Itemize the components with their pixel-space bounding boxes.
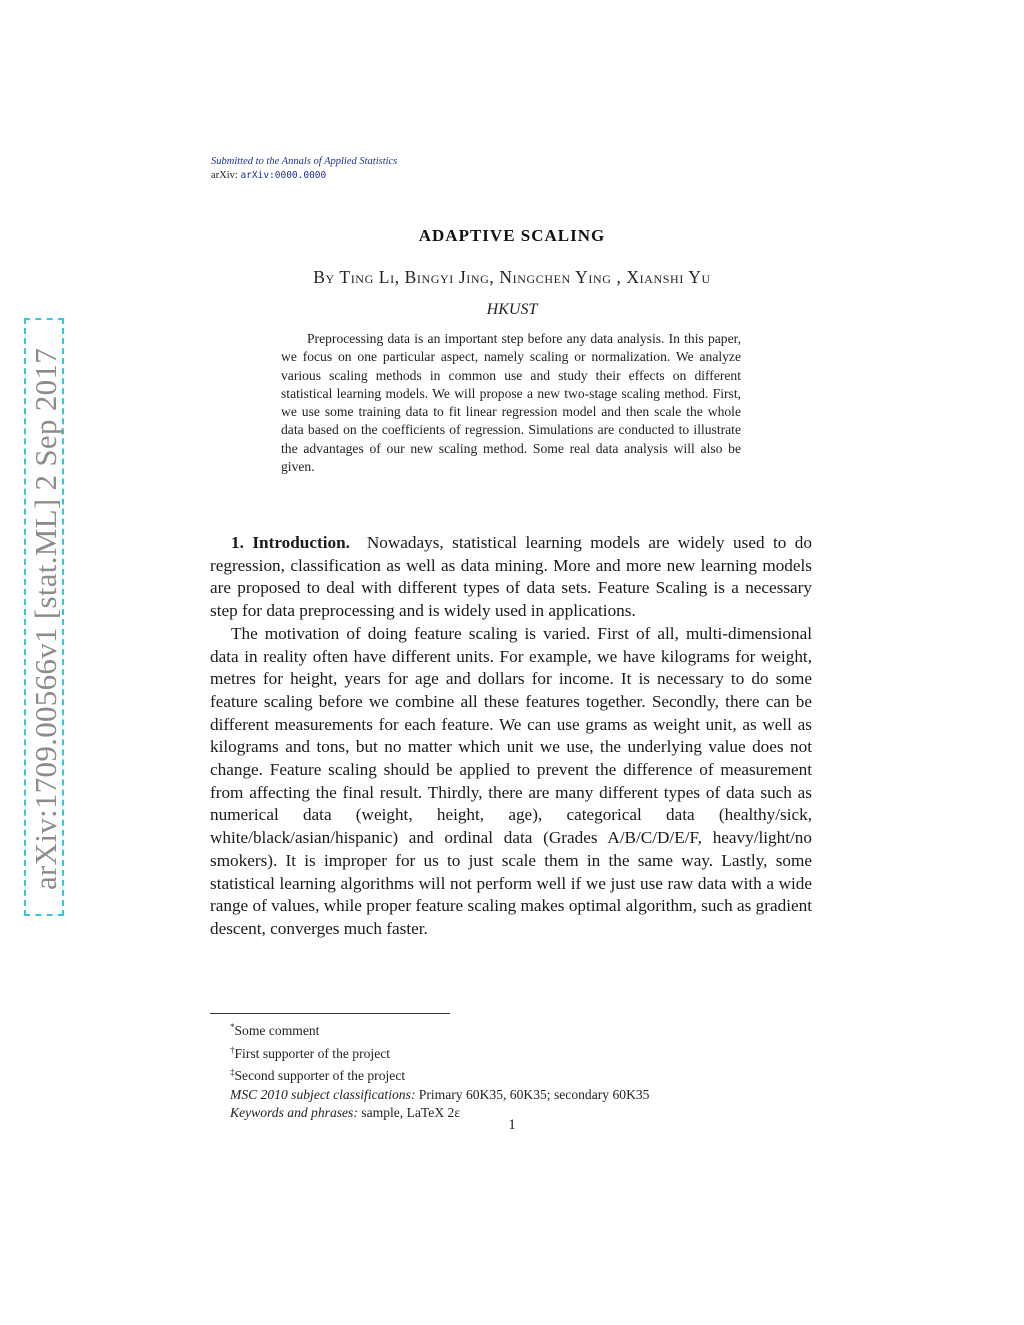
footnotes bbox=[230, 1018, 790, 1123]
section-heading: 1. Introduction. bbox=[231, 533, 350, 552]
footnote-divider bbox=[210, 1013, 450, 1014]
submitted-journal-line: Submitted to the Annals of Applied Statistics bbox=[211, 156, 398, 167]
paper-affiliation: HKUST bbox=[486, 301, 538, 318]
arxiv-side-stamp bbox=[24, 318, 64, 916]
page-number: 1 bbox=[508, 1117, 516, 1133]
arxiv-id-link[interactable]: arXiv:0000.0000 bbox=[240, 170, 327, 181]
introduction-section bbox=[210, 532, 812, 941]
footnote-3: ‡Second supporter of the project bbox=[230, 1067, 406, 1084]
paper-title: ADAPTIVE SCALING bbox=[418, 226, 606, 245]
footnote-1: *Some comment bbox=[230, 1022, 320, 1038]
keywords: Keywords and phrases: sample, LaTeX 2ε bbox=[230, 1105, 461, 1121]
arxiv-id-line bbox=[211, 170, 326, 181]
intro-paragraph-1-text: Nowadays, statistical learning models are widely used to do regression, classification as well as data mining. More and more new learning models are proposed to deal with different types of data sets. Feature Scaling is a necessary step for data preprocessing and is widely used in applications. bbox=[210, 533, 812, 621]
intro-paragraph-1 bbox=[210, 532, 812, 623]
paper-authors: By Ting Li, Bingyi Jing, Ningchen Ying , Xianshi Yu bbox=[313, 267, 711, 287]
intro-paragraph-2: The motivation of doing feature scaling is varied. First of all, multi-dimensional data in reality often have different units. For example, we have kilograms for weight, metres for height, years for age and dollars for income. It is necessary to do some feature scaling before we combine all these features together. Secondly, there can be different measurements for each feature. We can use grams as weight unit, as well as kilograms and tons, but no matter which unit we use, the underlying value does not change. Feature scaling should be applied to prevent the difference of measurement from affecting the final result. Thirdly, there are many different types of data such as numerical data (weight, height, age), categorical data (healthy/sick, white/black/asian/hispanic) and ordinal data (Grades A/B/C/D/E/F, heavy/light/no smokers). It is improper for us to just scale them in the same way. Lastly, some statistical learning algorithms will not perform well if we just use raw data with a wide range of values, while proper feature scaling makes optimal algorithm, such as gradient descent, converges much faster. bbox=[210, 623, 812, 938]
arxiv-label: arXiv: bbox=[211, 170, 238, 181]
msc-classification: MSC 2010 subject classifications: Primary 60K35, 60K35; secondary 60K35 bbox=[230, 1086, 650, 1102]
paper-abstract: Preprocessing data is an important step before any data analysis. In this paper, we focus on one particular aspect, namely scaling or normalization. We analyze various scaling methods in common use and study their effects on different statistical learning models. We will propose a new two-stage scaling method. First, we use some training data to fit linear regression model and then scale the whole data based on the coefficients of regression. Simulations are conducted to illustrate the advantages of our new scaling method. Some real data analysis will also be given. bbox=[281, 331, 741, 475]
arxiv-stamp-text: arXiv:1709.00566v1 [stat.ML] 2 Sep 2017 bbox=[28, 347, 63, 891]
footnote-2: †First supporter of the project bbox=[230, 1044, 391, 1061]
